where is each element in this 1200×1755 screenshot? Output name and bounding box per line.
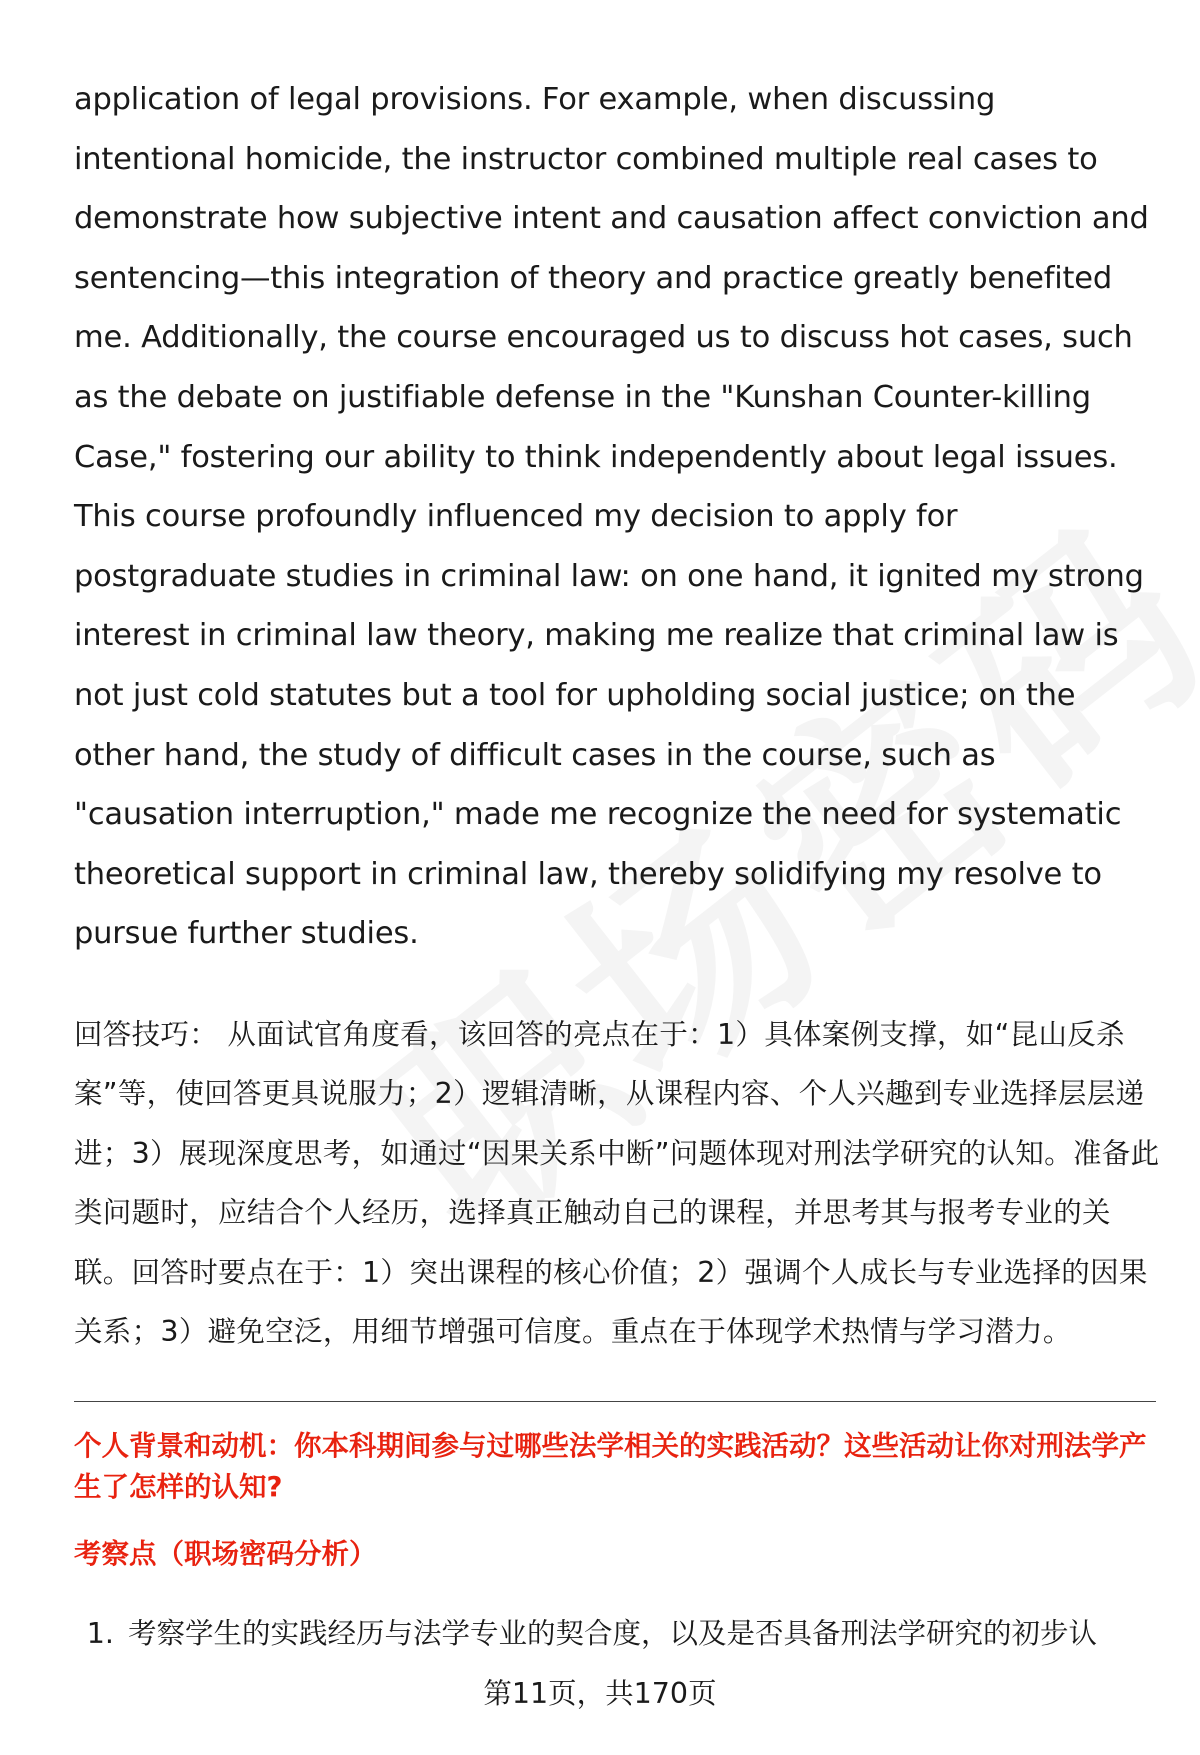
- list-item: [74, 1614, 1160, 1654]
- page-number-footer: 第11页，共170页: [483, 1677, 717, 1710]
- answer-tips-paragraph: 回答技巧： 从面试官角度看，该回答的亮点在于：1）具体案例支撑，如“昆山反杀案”等，使回答更具说服力；2）逻辑清晰，从课程内容、个人兴趣到专业选择层层递进；3）展现深度思考，如通过“因果关系中断”问题体现对刑法学研究的认知。准备此类问题时，应结合个人经历，选择真正触动自己的课程，并思考其与报考专业的关联。回答时要点在于：1）突出课程的核心价值；2）强调个人成长与专业选择的因果关系；3）避免空泛，用细节增强可信度。重点在于体现学术热情与学习潜力。: [74, 1017, 1160, 1348]
- english-paragraph: application of legal provisions. For example, when discussing intentional homicide, the instructor combined multiple real cases to demonstrate how subjective intent and causation affect conviction and sentencing—this integration of theory and practice greatly benefited me. Additionally, the course encouraged us to discuss hot cases, such as the debate on justifiable defense in the "Kunshan Counter-killing Case," fostering our ability to think independently about legal issues. This course profoundly influenced my decision to apply for postgraduate studies in criminal law: on one hand, it ignited my strong interest in criminal law theory, making me realize that criminal law is not just cold statutes but a tool for upholding social justice; on the other hand, the study of difficult cases in the course, such as "causation interruption," made me recognize the need for systematic theoretical support in criminal law, thereby solidifying my resolve to pursue further studies.: [74, 82, 1149, 952]
- assessment-points-list: [74, 1614, 1160, 1654]
- page-content: [74, 70, 1160, 1654]
- section-divider: [74, 1401, 1156, 1402]
- assessment-points-heading: 考察点（职场密码分析）: [74, 1538, 377, 1571]
- question-heading: 个人背景和动机：你本科期间参与过哪些法学相关的实践活动？这些活动让你对刑法学产生了怎样的认知?: [74, 1430, 1147, 1504]
- list-item-number: 1.: [86, 1617, 114, 1651]
- list-item-text: 考察学生的实践经历与法学专业的契合度，以及是否具备刑法学研究的初步认: [128, 1617, 1098, 1651]
